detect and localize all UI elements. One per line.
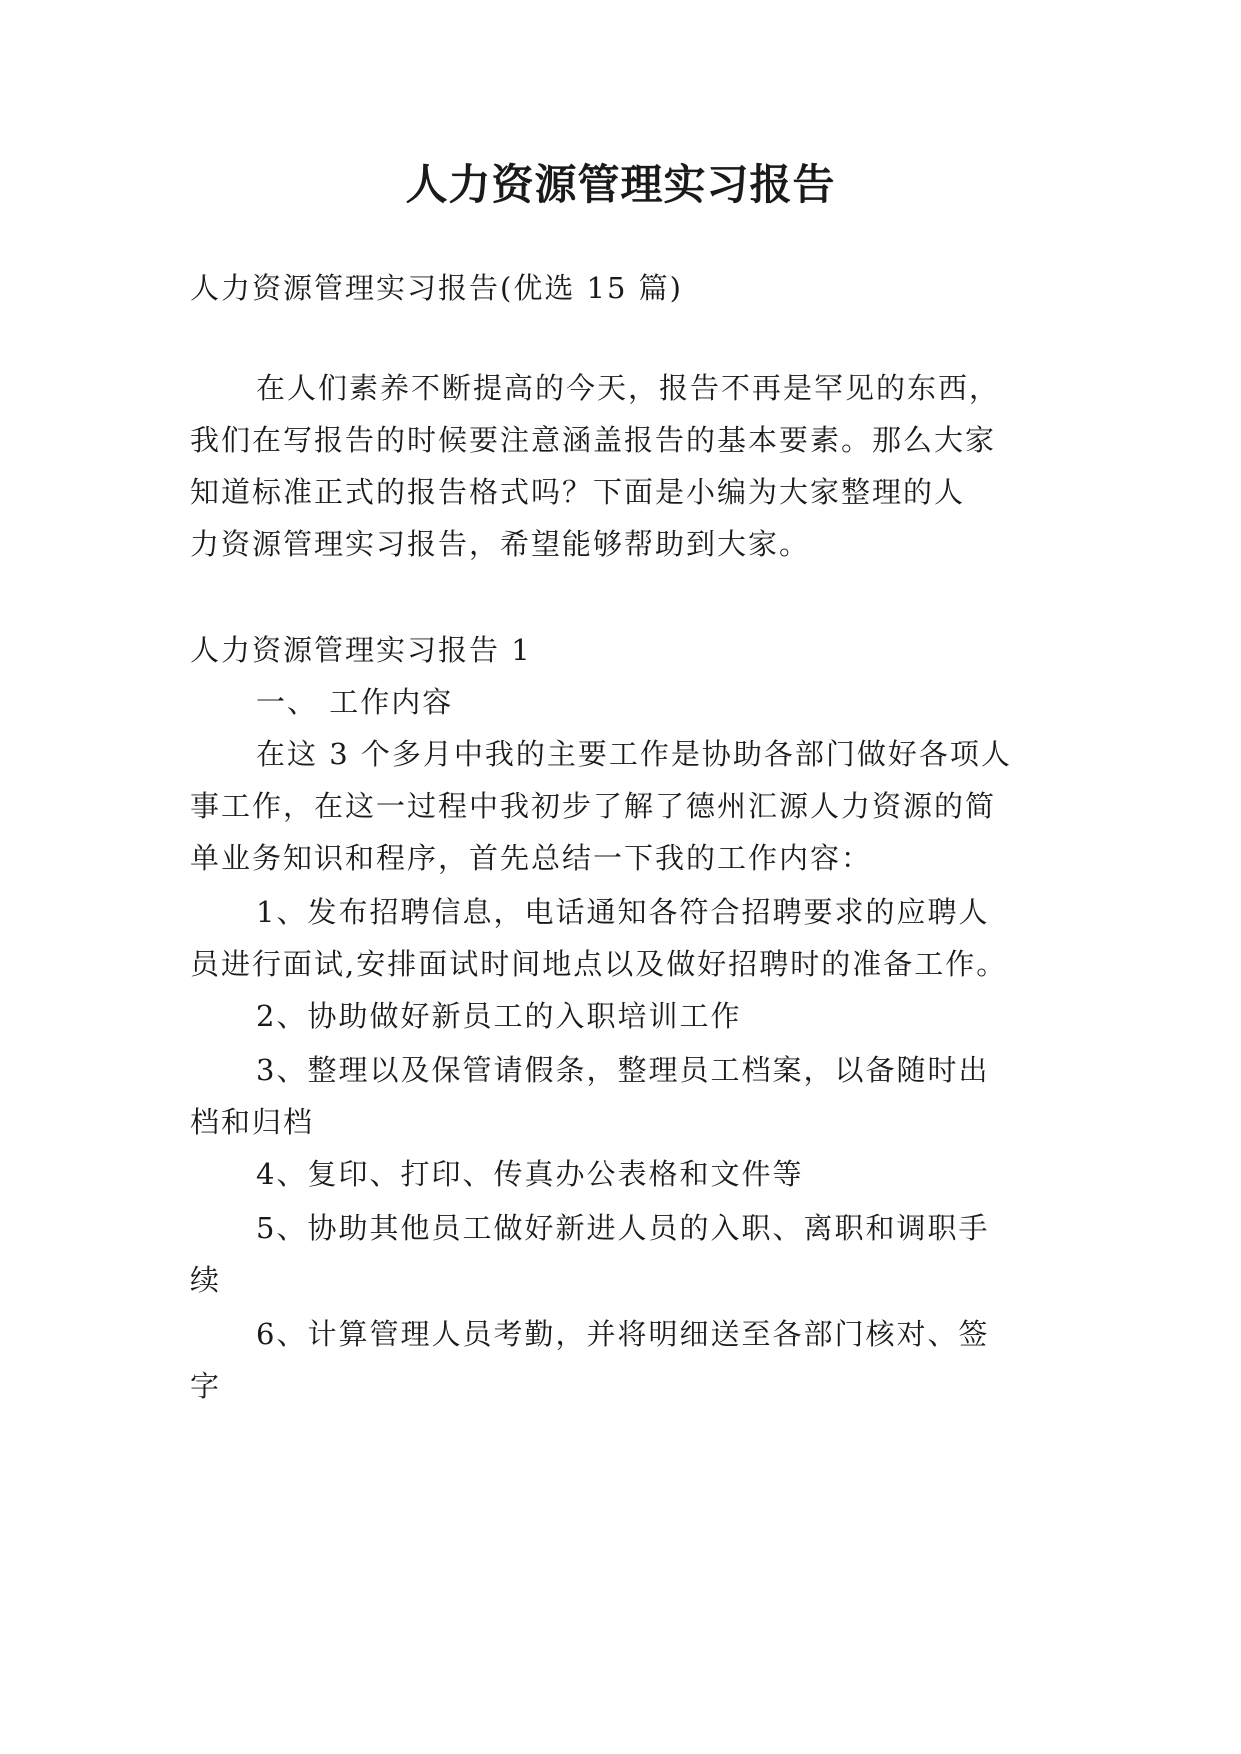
document-subtitle: 人力资源管理实习报告(优选 15 篇) — [190, 271, 683, 305]
body-line-8: 档和归档 — [190, 1105, 315, 1139]
body-line-6: 2、协助做好新员工的入职培训工作 — [256, 999, 742, 1033]
body-line-11: 续 — [190, 1263, 222, 1297]
body-line-10: 5、协助其他员工做好新进人员的入职、离职和调职手 — [256, 1211, 990, 1245]
body-line-5: 员进行面试,安排面试时间地点以及做好招聘时的准备工作。 — [190, 947, 1008, 981]
body-line-13: 字 — [190, 1369, 222, 1403]
body-line-4: 1、发布招聘信息，电话通知各符合招聘要求的应聘人 — [256, 895, 990, 929]
part-heading: 一、 工作内容 — [256, 685, 454, 719]
body-line-1: 在这 3 个多月中我的主要工作是协助各部门做好各项人 — [256, 737, 1012, 771]
document-title: 人力资源管理实习报告 — [405, 160, 836, 209]
body-line-2: 事工作，在这一过程中我初步了解了德州汇源人力资源的简 — [190, 789, 997, 823]
body-line-12: 6、计算管理人员考勤，并将明细送至各部门核对、签 — [256, 1317, 990, 1351]
intro-line-2: 我们在写报告的时候要注意涵盖报告的基本要素。那么大家 — [190, 423, 997, 457]
body-line-3: 单业务知识和程序，首先总结一下我的工作内容： — [190, 841, 873, 875]
body-line-9: 4、复印、打印、传真办公表格和文件等 — [256, 1157, 804, 1191]
intro-line-3: 知道标准正式的报告格式吗？下面是小编为大家整理的人 — [190, 475, 966, 509]
intro-line-4: 力资源管理实习报告，希望能够帮助到大家。 — [190, 527, 811, 561]
intro-line-1: 在人们素养不断提高的今天，报告不再是罕见的东西， — [256, 371, 1001, 405]
section-heading: 人力资源管理实习报告 1 — [190, 633, 532, 667]
body-line-7: 3、整理以及保管请假条，整理员工档案，以备随时出 — [256, 1053, 990, 1087]
